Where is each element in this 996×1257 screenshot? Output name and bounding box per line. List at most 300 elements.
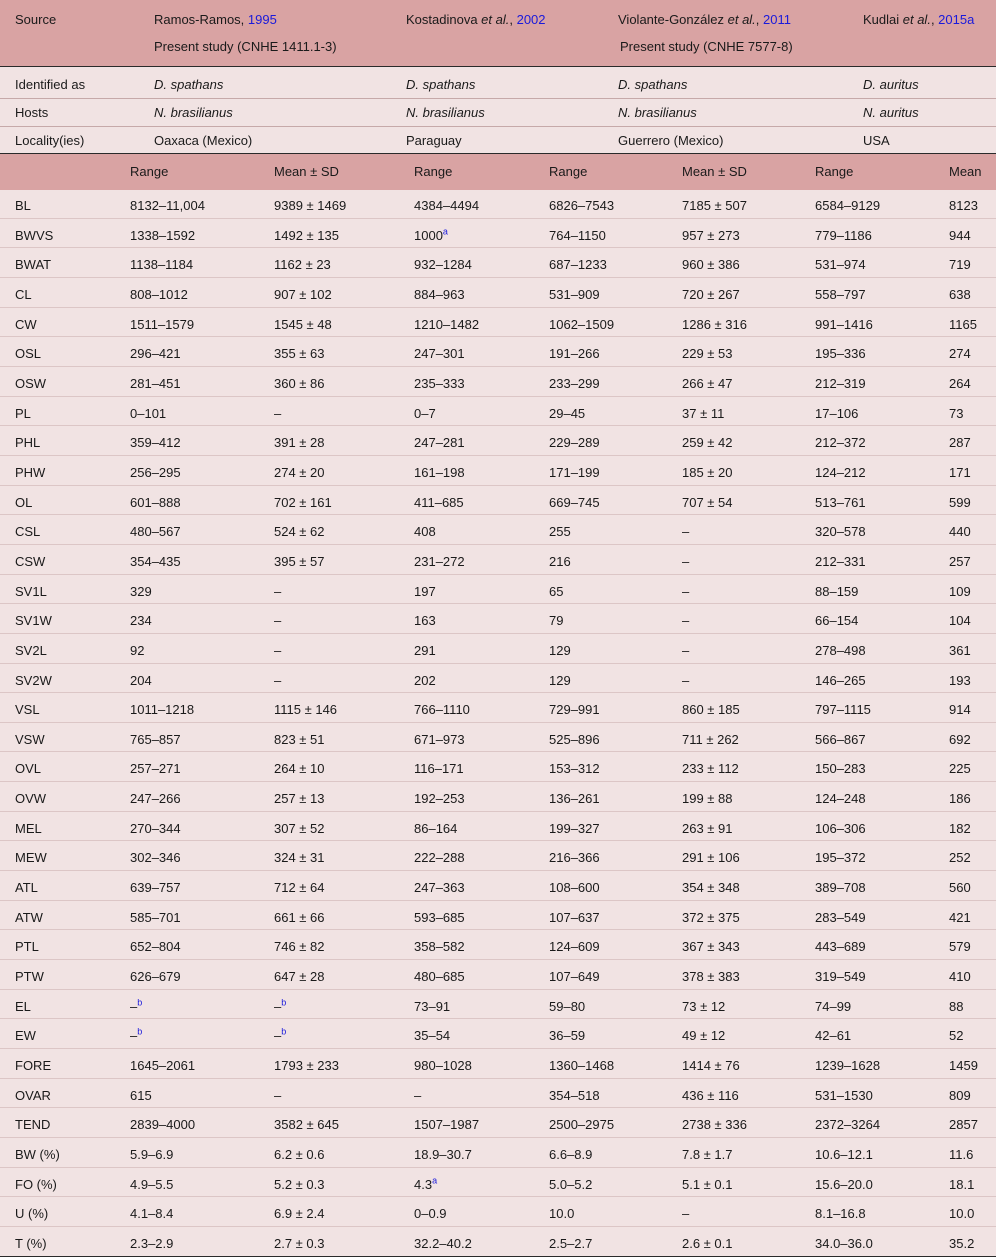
table-row [0,456,996,486]
row-label: OSW [15,375,47,391]
table-row [0,367,996,397]
table-cell: – [682,524,690,540]
row-label: BL [15,198,31,213]
table-cell: 1239–1628 [815,1058,881,1074]
table-cell: 92 [130,642,145,658]
table-cell: 197 [414,583,436,599]
table-row [0,189,996,219]
row-label: BWVS [15,227,54,243]
table-cell: – [682,642,690,658]
table-cell: 601–888 [130,494,181,510]
table-cell: 73 [949,405,964,421]
table-cell: 18.9–30.7 [414,1147,472,1162]
table-cell: 5.9–6.9 [130,1147,174,1162]
table-cell: 266 ± 47 [682,375,733,391]
col-header: Range [130,164,169,179]
table-row [0,486,996,516]
table-cell: 193 [949,672,971,688]
table-row [0,426,996,456]
table-cell: 884–963 [414,286,465,302]
col-header: Mean [949,164,982,179]
table-cell: 531–974 [815,257,866,273]
table-cell: 860 ± 185 [682,702,740,718]
table-cell: 195–372 [815,850,866,866]
table-cell: 124–248 [815,791,866,807]
row-label: VSW [15,731,45,747]
table-cell: 531–909 [549,286,600,302]
row-label: PTL [15,939,39,955]
table-row [0,1019,996,1049]
table-cell: 7185 ± 507 [682,198,747,213]
table-cell: 204 [130,672,152,688]
table-cell: 585–701 [130,909,181,925]
row-label: CL [15,286,32,302]
table-row [0,812,996,842]
table-cell: 247–281 [414,435,465,451]
table-cell: –$^b$ [130,1027,143,1044]
table-cell: 199 ± 88 [682,791,733,807]
table-cell: 6584–9129 [815,198,881,213]
table-cell: 79 [549,613,564,629]
table-cell: 86–164 [414,820,458,836]
table-cell: 270–344 [130,820,181,836]
table-cell: 1165 [949,316,977,332]
table-cell: 66–154 [815,613,859,629]
table-cell: 233 ± 112 [682,761,739,777]
table-cell: –$^b$ [274,997,287,1014]
row-label: U (%) [15,1206,49,1222]
table-cell: 944 [949,227,971,243]
table-cell: 136–261 [549,791,600,807]
table-cell: 354 ± 348 [682,880,740,896]
table-cell: 361 [949,642,971,658]
table-cell: 2738 ± 336 [682,1117,747,1133]
citation-link-1995[interactable]: 1995 [247,12,277,27]
table-cell: 6826–7543 [549,198,615,213]
table-cell: 73 ± 12 [682,998,726,1014]
table-cell: 182 [949,820,971,836]
table-cell: 1793 ± 233 [274,1058,339,1074]
table-row [0,248,996,278]
source-header [0,0,996,66]
table-cell: – [414,1087,422,1103]
table-cell: 2.6 ± 0.1 [682,1235,733,1251]
table-cell: 1414 ± 76 [682,1058,740,1074]
table-cell: 11.6 [949,1147,974,1162]
table-cell: 1338–1592 [130,227,196,243]
footnote-mark[interactable]: b [137,997,143,1008]
table-cell: 146–265 [815,672,866,688]
footnote-mark[interactable]: b [137,1027,143,1038]
table-cell: 669–745 [549,494,600,510]
table-cell: 378 ± 383 [682,969,740,985]
table-cell: 124–212 [815,464,866,480]
table-row [0,515,996,545]
table-cell: 525–896 [549,731,600,747]
table-cell: 255 [549,524,571,540]
row-label: PL [15,405,31,421]
row-label: OSL [15,346,42,362]
table-cell: 359–412 [130,435,181,451]
table-cell: 823 ± 51 [274,731,325,747]
table-cell: 161–198 [414,464,465,480]
footnote-mark[interactable]: a [432,1175,438,1186]
table-row [0,1227,996,1257]
table-cell: 480–567 [130,524,181,540]
table-cell: 639–757 [130,880,181,896]
table-cell: 278–498 [815,642,866,658]
table-cell: 354–435 [130,553,181,569]
table-cell: 231–272 [414,553,465,569]
table-cell: 171–199 [549,464,600,480]
table-cell: 17–106 [815,405,859,421]
table-cell: 264 [949,375,971,391]
table-cell: 107–649 [549,969,600,985]
table-cell: 229–289 [549,435,600,451]
table-cell: 0–101 [130,405,167,421]
table-cell: 0–7 [414,405,436,421]
table-cell: – [274,672,282,688]
table-cell: 252 [949,850,971,866]
table-row [0,841,996,871]
table-cell: 281–451 [130,375,181,391]
table-cell: 4384–4494 [414,198,480,213]
table-cell: 35–54 [414,1028,451,1044]
row-label: OVAR [15,1087,51,1103]
table-row [0,1108,996,1138]
table-cell: 283–549 [815,909,866,925]
row-label: EL [15,998,31,1014]
row-label: SV1L [15,583,47,599]
table-cell: 566–867 [815,731,866,747]
table-cell: 247–266 [130,791,181,807]
table-cell: 355 ± 63 [274,346,325,362]
table-cell: 980–1028 [414,1058,472,1074]
table-cell: 421 [949,909,971,925]
row-label: FO (%) [15,1176,57,1192]
table-cell: 35.2 [949,1235,975,1251]
table-cell: 354–518 [549,1087,600,1103]
table-cell: 2.3–2.9 [130,1235,174,1251]
table-cell: 307 ± 52 [274,820,325,836]
table-cell: 766–1110 [414,702,470,718]
table-cell: 29–45 [549,405,586,421]
table-cell: 59–80 [549,998,586,1014]
row-label: OVW [15,791,47,807]
table-row [0,930,996,960]
table-cell: 74–99 [815,998,852,1014]
row-label: MEW [15,850,47,866]
table-cell: 324 ± 31 [274,850,325,866]
table-cell: 247–363 [414,880,465,896]
row-label: SV2W [15,672,52,688]
table-cell: – [274,613,282,629]
table-row [0,278,996,308]
table-cell: 34.0–36.0 [815,1235,873,1251]
table-row [0,575,996,605]
table-cell: – [682,613,690,629]
col-header: Range [549,164,588,179]
table-cell: 615 [130,1087,152,1103]
table-cell: 809 [949,1087,971,1103]
table-cell: 52 [949,1028,964,1044]
row-label: SV2L [15,642,47,658]
table-cell: 4.3$^a$ [414,1175,438,1192]
table-cell: 391 ± 28 [274,435,325,451]
table-cell: 296–421 [130,346,181,362]
column-header-row [0,153,996,190]
table-cell: 692 [949,731,971,747]
table-cell: 652–804 [130,939,181,955]
row-label: OL [15,494,33,510]
table-cell: 0–0.9 [414,1206,447,1222]
table-row [0,901,996,931]
table-cell: 5.2 ± 0.3 [274,1176,325,1192]
table-cell: 560 [949,880,971,896]
table-cell: 202 [414,672,436,688]
table-cell: 3582 ± 645 [274,1117,339,1133]
table-cell: 185 ± 20 [682,464,733,480]
table-cell: – [274,642,282,658]
table-cell: 257 [949,553,971,569]
table-row [0,604,996,634]
table-cell: 274 [949,346,971,362]
table-row [0,219,996,249]
table-cell: 32.2–40.2 [414,1235,472,1251]
table-cell: 212–331 [815,553,866,569]
table-cell: 687–1233 [549,257,607,273]
table-cell: 671–973 [414,731,465,747]
table-cell: 712 ± 64 [274,880,325,896]
table-cell: 1511–1579 [130,316,195,332]
table-cell: 720 ± 267 [682,286,740,302]
table-cell: 124–609 [549,939,600,955]
table-cell: 6.6–8.9 [549,1147,593,1162]
table-cell: 5.1 ± 0.1 [682,1176,733,1192]
table-row [0,752,996,782]
table-cell: 225 [949,761,971,777]
table-cell: 436 ± 116 [682,1087,739,1103]
table-cell: – [274,405,282,421]
table-row [0,782,996,812]
row-label: PHW [15,464,46,480]
table-cell: 186 [949,791,971,807]
table-row [0,723,996,753]
table-cell: 65 [549,583,564,599]
table-cell: 36–59 [549,1028,586,1044]
citation-link-2015a[interactable]: 2015a [938,12,975,27]
row-label: CW [15,316,37,332]
table-cell: 360 ± 86 [274,375,325,391]
table-cell: 216–366 [549,850,600,866]
citation-link-2002[interactable]: 2002 [516,12,546,27]
table-cell: 6.9 ± 2.4 [274,1206,325,1222]
table-cell: 797–1115 [815,702,871,718]
table-cell: 408 [414,524,436,540]
col-header: Range [414,164,453,179]
row-label: T (%) [15,1235,47,1251]
table-cell: 1507–1987 [414,1117,480,1133]
meta-row-locality: Locality(ies) Oaxaca (Mexico) Paraguay Guerrero (Mexico) USA [15,133,890,148]
table-cell: 2372–3264 [815,1117,881,1133]
table-cell: 907 ± 102 [274,286,332,302]
table-cell: 764–1150 [549,227,606,243]
table-cell: 42–61 [815,1028,852,1044]
row-label: BWAT [15,257,52,273]
row-label: ATW [15,909,43,925]
table-cell: 808–1012 [130,286,188,302]
table-cell: 599 [949,494,971,510]
table-cell: 259 ± 42 [682,435,733,451]
table-cell: 707 ± 54 [682,494,733,510]
table-cell: 291 ± 106 [682,850,740,866]
table-cell: 4.9–5.5 [130,1176,174,1192]
table-cell: 765–857 [130,731,181,747]
table-cell: 647 ± 28 [274,969,325,985]
table-cell: 513–761 [815,494,866,510]
table-cell: 1162 ± 23 [274,257,331,273]
table-cell: 291 [414,642,436,658]
table-row [0,308,996,338]
table-cell: 358–582 [414,939,465,955]
table-cell: 661 ± 66 [274,909,325,925]
table-cell: 2.7 ± 0.3 [274,1235,325,1251]
col-header: Mean ± SD [274,164,339,179]
table-row [0,960,996,990]
table-row [0,1049,996,1079]
table-cell: 153–312 [549,761,600,777]
table-cell: 957 ± 273 [682,227,740,243]
table-cell: 702 ± 161 [274,494,332,510]
table-cell: 5.0–5.2 [549,1176,593,1192]
table-cell: 116–171 [414,761,464,777]
table-cell: 8123 [949,198,978,213]
table-cell: 256–295 [130,464,181,480]
source-label: Source [15,12,57,27]
table-cell: 558–797 [815,286,866,302]
table-cell: 216 [549,553,571,569]
table-cell: 1062–1509 [549,316,615,332]
row-label: TEND [15,1117,51,1133]
footnote-mark[interactable]: b [281,1027,287,1038]
table-cell: – [682,1206,690,1222]
table-cell: 212–372 [815,435,866,451]
table-cell: 163 [414,613,436,629]
table-cell: 1286 ± 316 [682,316,747,332]
row-label: CSW [15,553,46,569]
table-cell: 1115 ± 146 [274,702,338,718]
table-cell: 914 [949,702,971,718]
table-cell: 1360–1468 [549,1058,615,1074]
table-row [0,990,996,1020]
footnote-mark[interactable]: b [281,997,287,1008]
table-cell: 88–159 [815,583,859,599]
table-row [0,693,996,723]
row-label: PHL [15,435,41,451]
author-violante-gonzalez: Violante-González et al., 2011 [618,12,791,27]
table-cell: 37 ± 11 [682,405,725,421]
table-cell: 129 [549,642,571,658]
table-cell: – [682,672,690,688]
table-cell: – [274,583,282,599]
row-label: ATL [15,880,38,896]
table-cell: 4.1–8.4 [130,1206,174,1222]
meta-block [0,66,996,154]
table-cell: 524 ± 62 [274,524,325,540]
table-cell: 234 [130,613,152,629]
table-cell: 212–319 [815,375,866,391]
table-cell: 1138–1184 [130,257,194,273]
author-kostadinova: Kostadinova et al., 2002 [406,12,546,27]
table-cell: 8.1–16.8 [815,1206,866,1222]
table-cell: 235–333 [414,375,465,391]
table-cell: 222–288 [414,850,465,866]
table-cell: 2.5–2.7 [549,1235,593,1251]
row-label: SV1W [15,613,52,629]
table-cell: 6.2 ± 0.6 [274,1147,325,1162]
table-cell: 233–299 [549,375,600,391]
table-cell: 367 ± 343 [682,939,740,955]
table-row [0,871,996,901]
table-cell: 1459 [949,1058,978,1074]
table-cell: 8132–11,004 [130,198,205,213]
table-cell: 49 ± 12 [682,1028,726,1044]
table-cell: 1492 ± 135 [274,227,339,243]
table-cell: 320–578 [815,524,866,540]
table-cell: 319–549 [815,969,866,985]
table-cell: 719 [949,257,971,273]
col-header: Mean ± SD [682,164,747,179]
table-cell: 593–685 [414,909,465,925]
table-cell: 104 [949,613,971,629]
table-cell: 15.6–20.0 [815,1176,873,1192]
table-cell: – [274,1087,282,1103]
table-cell: 411–685 [414,494,464,510]
table-row [0,1138,996,1168]
row-label: BW (%) [15,1147,60,1162]
table-cell: 274 ± 20 [274,464,325,480]
table-row [0,337,996,367]
table-cell: 729–991 [549,702,600,718]
table-cell: 2500–2975 [549,1117,615,1133]
table-cell: 287 [949,435,971,451]
table-cell: 264 ± 10 [274,761,325,777]
table-cell: 199–327 [549,820,600,836]
table-cell: 7.8 ± 1.7 [682,1147,733,1162]
meta-row-identified: Identified as D. spathans D. spathans D. spathans D. auritus [0,70,996,99]
table-cell: – [682,553,690,569]
table-cell: 711 ± 262 [682,731,739,747]
table-cell: 263 ± 91 [682,820,733,836]
table-cell: 88 [949,998,964,1014]
table-body [0,189,996,1257]
table-cell: 2839–4000 [130,1117,196,1133]
present-study-2: Present study (CNHE 7577-8) [620,39,793,54]
table-cell: 991–1416 [815,316,873,332]
table-cell: 257 ± 13 [274,791,325,807]
citation-link-2011[interactable]: 2011 [763,12,791,27]
table-cell: 18.1 [949,1176,975,1192]
table-cell: 302–346 [130,850,181,866]
table-cell: 1000$^a$ [414,226,448,243]
row-label: MEL [15,820,42,836]
table-cell: 229 ± 53 [682,346,733,362]
table-cell: 10.0 [949,1206,975,1222]
table-cell: 150–283 [815,761,866,777]
table-cell: –$^b$ [274,1027,287,1044]
table-row [0,397,996,427]
footnote-mark[interactable]: a [442,226,448,237]
